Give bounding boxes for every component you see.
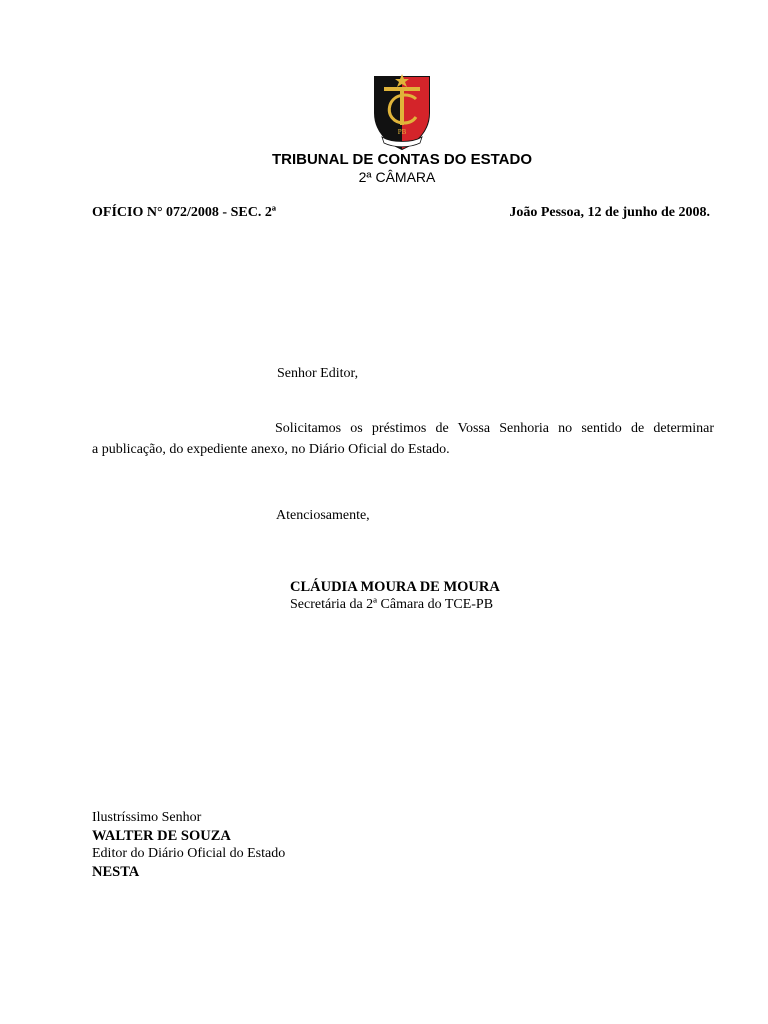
crest-t-stem <box>400 87 404 125</box>
signatory-name: CLÁUDIA MOURA DE MOURA <box>290 579 500 595</box>
tce-pb-crest-icon <box>372 73 432 151</box>
body-line-2: a publicação, do expediente anexo, no Diário Oficial do Estado. <box>92 442 450 457</box>
salutation: Senhor Editor, <box>277 366 359 381</box>
closing: Atenciosamente, <box>276 508 370 523</box>
header-subtitle: 2ª CÂMARA <box>358 169 436 185</box>
body-paragraph <box>92 418 714 460</box>
addressee-greeting: Ilustríssimo Senhor <box>92 810 202 825</box>
signatory-role: Secretária da 2ª Câmara do TCE-PB <box>290 597 494 612</box>
header-title: TRIBUNAL DE CONTAS DO ESTADO <box>271 151 532 168</box>
addressee-title: Editor do Diário Oficial do Estado <box>92 846 286 861</box>
addressee-name: WALTER DE SOUZA <box>92 828 231 844</box>
crest-letters: PB <box>397 128 407 136</box>
place-date: João Pessoa, 12 de junho de 2008. <box>509 205 710 220</box>
addressee-location: NESTA <box>92 864 140 880</box>
reference-number: OFÍCIO N° 072/2008 - SEC. 2ª <box>92 205 277 220</box>
body-line-1: Solicitamos os préstimos de Vossa Senhoria no sentido de determinar <box>275 421 714 436</box>
